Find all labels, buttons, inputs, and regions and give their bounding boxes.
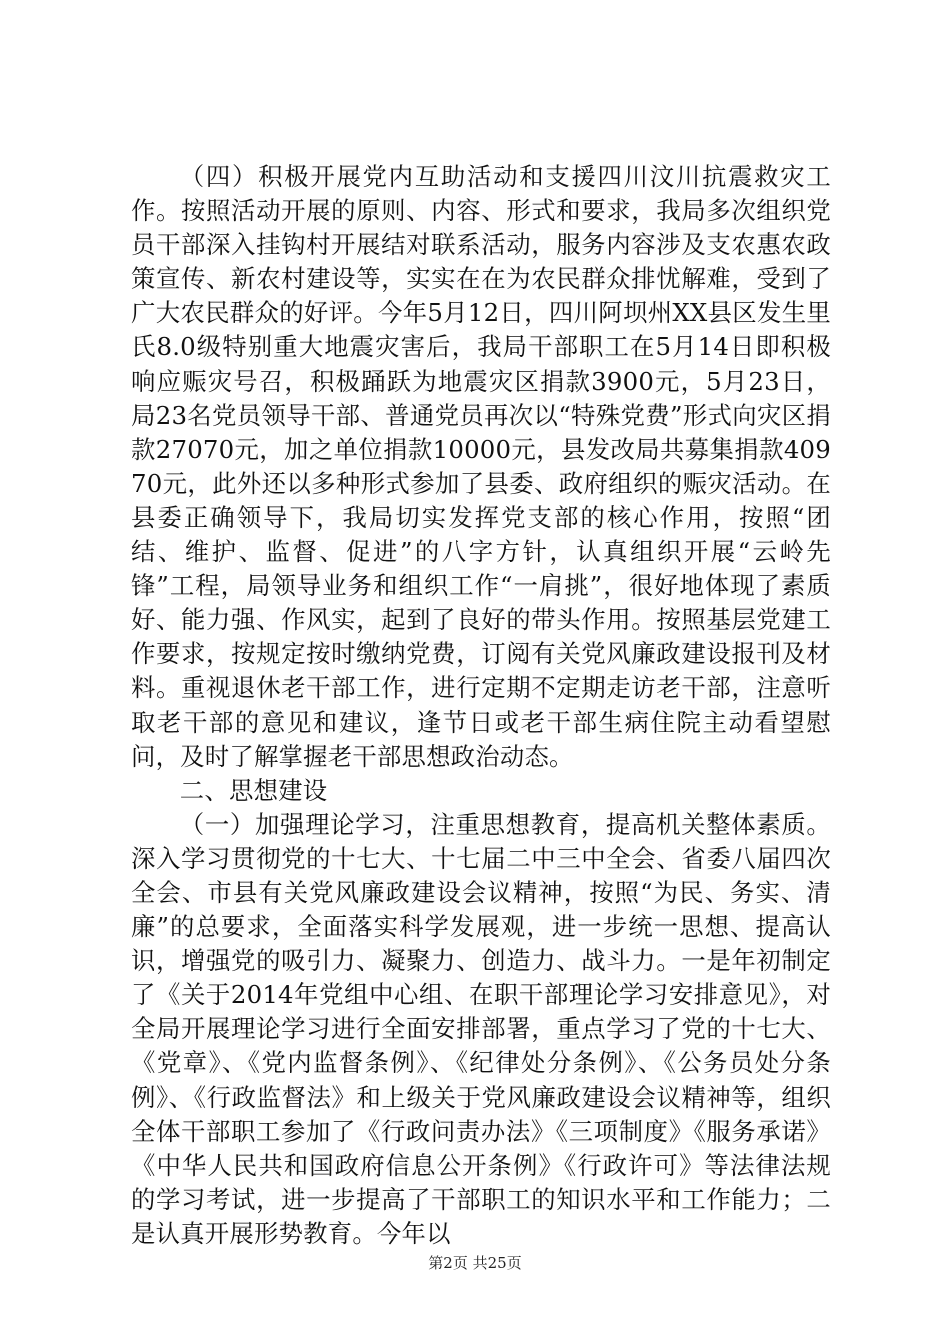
paragraph-relief-work: （四）积极开展党内互助活动和支援四川汶川抗震救灾工作。按照活动开展的原则、内容、形式和要求，我局多次组织党员干部深入挂钩村开展结对联系活动，服务内容涉及支农惠农政策宣传、新农村建设等，实实在在为农民群众排忧解难，受到了广大农民群众的好评。今年5月12日，四川阿坝州XX县区发生里氏8.0级特别重大地震灾害后，我局干部职工在5月14日即积极响应赈灾号召，积极踊跃为地震灾区捐款3900元，5月23日，局23名党员领导干部、普通党员再次以“特殊党费”形式向灾区捐款27070元，加之单位捐款10000元，县发改局共募集捐款40970元，此外还以多种形式参加了县委、政府组织的赈灾活动。在县委正确领导下，我局切实发挥党支部的核心作用，按照“团结、维护、监督、促进”的八字方针，认真组织开展“云岭先锋”工程，局领导业务和组织工作“一肩挑”，很好地体现了素质好、能力强、作风实，起到了良好的带头作用。按照基层党建工作要求，按规定按时缴纳党费，订阅有关党风廉政建设报刊及材料。重视退休老干部工作，进行定期不定期走访老干部，注意听取老干部的意见和建议，逢节日或老干部生病住院主动看望慰问，及时了解掌握老干部思想政治动态。 <box>131 162 831 771</box>
paragraph-theory-study: （一）加强理论学习，注重思想教育，提高机关整体素质。深入学习贯彻党的十七大、十七届二中三中全会、省委八届四次全会、市县有关党风廉政建设会议精神，按照“为民、务实、清廉”的总要求，全面落实科学发展观，进一步统一思想、提高认识，增强党的吸引力、凝聚力、创造力、战斗力。一是年初制定了《关于2014年党组中心组、在职干部理论学习安排意见》，对全局开展理论学习进行全面安排部署，重点学习了党的十七大、《党章》、《党内监督条例》、《纪律处分条例》、《公务员处分条例》、《行政监督法》和上级关于党风廉政建设会议精神等，组织全体干部职工参加了《行政问责办法》《三项制度》《服务承诺》《中华人民共和国政府信息公开条例》《行政许可》等法律法规的学习考试，进一步提高了干部职工的知识水平和工作能力；二是认真开展形势教育。今年以 <box>131 809 831 1248</box>
document-body <box>131 160 831 1251</box>
page-number-footer: 第2页 共25页 <box>428 1254 522 1272</box>
section-heading-ideology: 二、思想建设 <box>179 775 328 805</box>
